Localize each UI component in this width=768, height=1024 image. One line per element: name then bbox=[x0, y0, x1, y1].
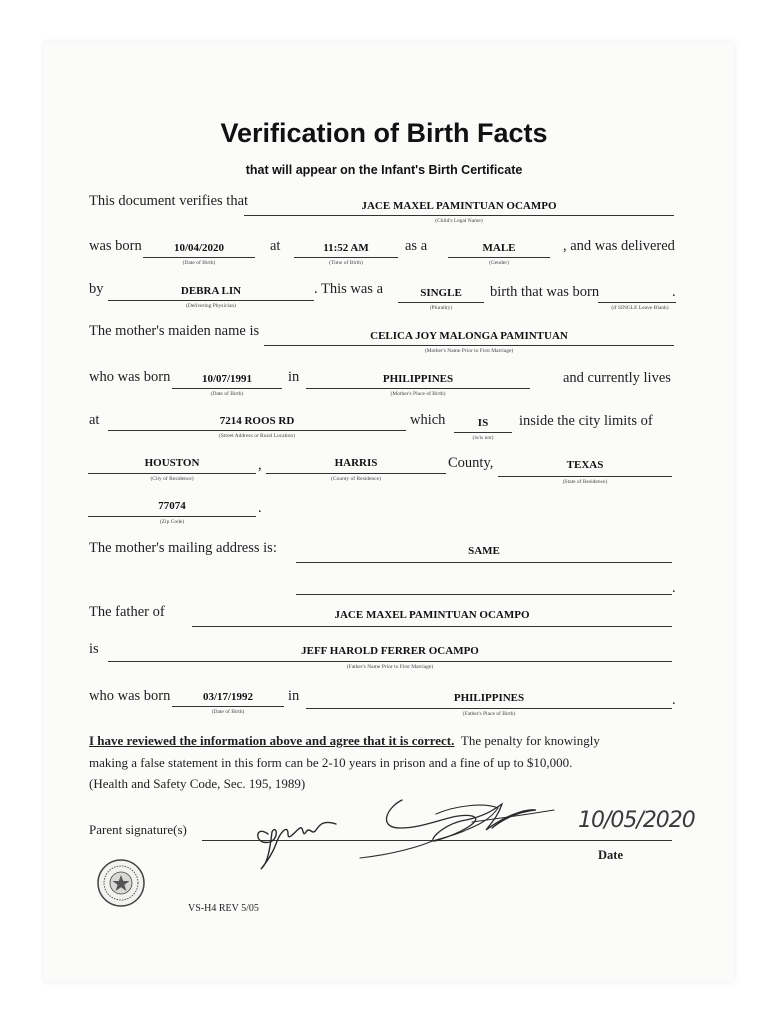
father-birthplace-value: PHILIPPINES bbox=[453, 692, 525, 704]
statement-line-2: making a false statement in this form can be 2-10 years in prison and a fine of up to $10,000. bbox=[89, 755, 573, 770]
father-of-line bbox=[192, 626, 672, 627]
single-blank-line bbox=[598, 302, 676, 303]
label-verifies: This document verifies that bbox=[89, 193, 249, 209]
time-of-birth-line bbox=[294, 257, 398, 258]
mother-name-line bbox=[264, 345, 674, 346]
parent-signatures-image bbox=[240, 790, 720, 880]
plurality-caption: (Plurality) bbox=[429, 305, 453, 311]
father-birthplace-line bbox=[306, 708, 672, 709]
label-comma: , bbox=[258, 457, 262, 473]
plurality-line bbox=[398, 302, 484, 303]
is-isnot-line bbox=[454, 432, 512, 433]
label-as-a: as a bbox=[405, 238, 428, 254]
child-name-value: JACE MAXEL PAMINTUAN OCAMPO bbox=[361, 200, 557, 212]
zip-value: 77074 bbox=[158, 500, 186, 512]
label-in: in bbox=[288, 369, 300, 385]
is-isnot-value: IS bbox=[477, 417, 489, 429]
label-this-was-a: . This was a bbox=[314, 281, 384, 297]
label-in-2: in bbox=[288, 688, 300, 704]
father-dob-line bbox=[172, 706, 284, 707]
gender-caption: (Gender) bbox=[489, 260, 509, 266]
street-value: 7214 ROOS RD bbox=[219, 415, 295, 427]
label-birth-born: birth that was born bbox=[490, 284, 600, 300]
state-value: TEXAS bbox=[566, 459, 604, 471]
date-of-birth-caption: (Date of Birth) bbox=[182, 260, 216, 266]
label-mailing-dot: . bbox=[672, 580, 676, 596]
mother-birthplace-value: PHILIPPINES bbox=[382, 373, 454, 385]
label-date: Date bbox=[598, 848, 623, 862]
physician-value: DEBRA LIN bbox=[180, 285, 242, 297]
street-line bbox=[108, 430, 406, 431]
county-line bbox=[266, 473, 446, 474]
label-father-of: The father of bbox=[89, 604, 165, 620]
label-by: by bbox=[89, 281, 104, 297]
statement-line-3: (Health and Safety Code, Sec. 195, 1989) bbox=[89, 776, 306, 791]
state-seal-icon bbox=[96, 858, 146, 908]
father-dob-caption: (Date of Birth) bbox=[211, 709, 245, 715]
label-dot: . bbox=[672, 284, 676, 300]
father-name-line bbox=[108, 661, 672, 662]
county-caption: (County of Residence) bbox=[331, 476, 381, 482]
physician-caption: (Delivering Physician) bbox=[186, 303, 236, 309]
label-was-born: was born bbox=[89, 238, 142, 254]
mother-dob-line bbox=[172, 388, 282, 389]
page-subtitle: that will appear on the Infant's Birth Certificate bbox=[245, 163, 523, 177]
state-caption: (State of Residence) bbox=[562, 479, 608, 485]
statement-line-1 bbox=[89, 733, 600, 749]
zip-line bbox=[88, 516, 256, 517]
child-name-line bbox=[244, 215, 674, 216]
father-name-caption: (Father's Name Prior to First Marriage) bbox=[346, 664, 434, 670]
label-parent-signature: Parent signature(s) bbox=[89, 822, 187, 837]
label-is: is bbox=[89, 641, 99, 657]
father-birthplace-caption: (Father's Place of Birth) bbox=[462, 711, 516, 717]
mailing-line-2 bbox=[296, 594, 672, 595]
physician-line bbox=[108, 300, 314, 301]
plurality-value: SINGLE bbox=[420, 287, 462, 299]
city-caption: (City of Residence) bbox=[150, 476, 194, 482]
page-title: Verification of Birth Facts bbox=[220, 118, 548, 148]
label-who-born: who was born bbox=[89, 369, 171, 385]
gender-value: MALE bbox=[482, 242, 516, 254]
label-delivered: , and was delivered bbox=[563, 238, 675, 254]
father-dob-value: 03/17/1992 bbox=[202, 691, 254, 703]
label-currently: and currently lives bbox=[563, 370, 671, 386]
label-which: which bbox=[410, 412, 446, 428]
form-number: VS-H4 REV 5/05 bbox=[188, 903, 259, 914]
state-line bbox=[498, 476, 672, 477]
mother-name-value: CELICA JOY MALONGA PAMINTUAN bbox=[370, 330, 568, 342]
city-line bbox=[88, 473, 256, 474]
mother-dob-value: 10/07/1991 bbox=[201, 373, 253, 385]
street-caption: (Street Address or Rural Location) bbox=[218, 433, 296, 439]
mother-birthplace-line bbox=[306, 388, 530, 389]
time-of-birth-value: 11:52 AM bbox=[323, 242, 369, 254]
father-of-value: JACE MAXEL PAMINTUAN OCAMPO bbox=[334, 609, 530, 621]
mother-birthplace-caption: (Mother's Place of Birth) bbox=[390, 391, 446, 397]
statement-bold: I have reviewed the information above and agree that it is correct. bbox=[89, 733, 455, 748]
mailing-value: SAME bbox=[468, 545, 500, 557]
statement-rest: The penalty for knowingly bbox=[460, 733, 600, 748]
label-maiden: The mother's maiden name is bbox=[89, 323, 260, 339]
label-county: County, bbox=[448, 455, 494, 471]
father-name-value: JEFF HAROLD FERRER OCAMPO bbox=[301, 645, 479, 657]
single-blank-caption: (if SINGLE Leave Blank) bbox=[611, 305, 669, 311]
label-mailing: The mother's mailing address is: bbox=[89, 540, 277, 556]
label-zip-dot: . bbox=[258, 500, 262, 516]
label-at: at bbox=[270, 238, 281, 254]
zip-caption: (Zip Code) bbox=[159, 519, 185, 525]
label-at-street: at bbox=[89, 412, 100, 428]
is-isnot-caption: (is/is not) bbox=[472, 435, 494, 441]
mother-dob-caption: (Date of Birth) bbox=[210, 391, 244, 397]
label-inside: inside the city limits of bbox=[519, 413, 653, 429]
county-value: HARRIS bbox=[334, 457, 378, 469]
gender-line bbox=[448, 257, 550, 258]
city-value: HOUSTON bbox=[144, 457, 200, 469]
mailing-line-1 bbox=[296, 562, 672, 563]
label-birthplace-dot: . bbox=[672, 692, 676, 708]
signed-date-value: 10/05/2020 bbox=[578, 808, 695, 833]
mother-name-caption: (Mother's Name Prior to First Marriage) bbox=[424, 348, 514, 354]
date-of-birth-value: 10/04/2020 bbox=[173, 242, 225, 254]
child-name-caption: (Child's Legal Name) bbox=[435, 218, 483, 224]
label-who-born-2: who was born bbox=[89, 688, 171, 704]
time-of-birth-caption: (Time of Birth) bbox=[329, 260, 363, 266]
date-of-birth-line bbox=[143, 257, 255, 258]
